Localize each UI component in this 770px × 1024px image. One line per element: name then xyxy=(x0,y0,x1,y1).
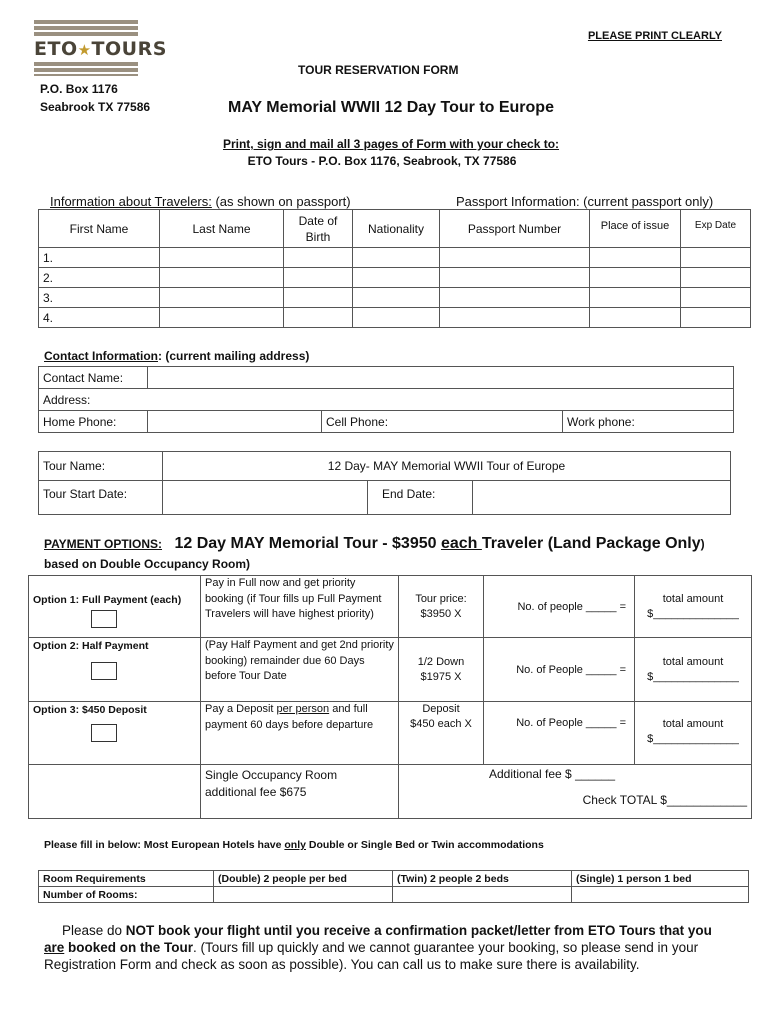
nationality-cell[interactable] xyxy=(353,268,440,288)
place-of-issue-cell[interactable] xyxy=(590,288,681,308)
last-name-cell[interactable] xyxy=(160,308,284,328)
option-total: total amount $______________ xyxy=(635,576,752,638)
option-people: No. of People _____ = xyxy=(484,638,635,702)
form-title: TOUR RESERVATION FORM xyxy=(298,63,459,77)
traveler-row-number: 3. xyxy=(39,288,160,308)
passport-number-cell[interactable] xyxy=(440,248,590,268)
single-occupancy: Single Occupancy Room additional fee $675 xyxy=(201,765,399,819)
option-desc: Pay in Full now and get priority booking (if Tour fills up Full Payment Travelers will have highest priority) xyxy=(201,576,399,638)
traveler-row-number: 1. xyxy=(39,248,160,268)
nationality-cell[interactable] xyxy=(353,288,440,308)
payment-option-row xyxy=(29,576,752,638)
payment-option-row xyxy=(29,638,752,702)
twin-room-header: (Twin) 2 people 2 beds xyxy=(393,871,572,887)
passport-number-cell[interactable] xyxy=(440,268,590,288)
last-name-cell[interactable] xyxy=(160,248,284,268)
option-cell: Option 3: $450 Deposit xyxy=(29,702,201,765)
travelers-header-row xyxy=(39,210,751,248)
single-rooms-field[interactable] xyxy=(572,887,749,903)
option-cell: Option 1: Full Payment (each) xyxy=(29,576,201,638)
contact-heading: Contact Information: (current mailing address) xyxy=(44,349,310,363)
option-price: Tour price: $3950 X xyxy=(399,576,484,638)
check-total: Check TOTAL $____________ xyxy=(582,793,747,807)
additional-fee-cell xyxy=(399,765,752,819)
place-of-issue-cell[interactable] xyxy=(590,268,681,288)
travelers-heading: Information about Travelers: (as shown on passport) xyxy=(50,194,351,209)
option-1-checkbox[interactable] xyxy=(91,610,117,628)
option-people: No. of people _____ = xyxy=(484,576,635,638)
room-requirements-label: Room Requirements xyxy=(39,871,214,887)
passport-number-cell[interactable] xyxy=(440,288,590,308)
dob-cell[interactable] xyxy=(284,248,353,268)
instruction-line-2: ETO Tours - P.O. Box 1176, Seabrook, TX 77586 xyxy=(247,154,517,168)
col-passport-number: Passport Number xyxy=(440,210,590,248)
work-phone-label: Work phone: xyxy=(563,411,734,433)
traveler-row xyxy=(39,248,751,268)
empty-cell xyxy=(29,765,201,819)
traveler-row-number: 4. xyxy=(39,308,160,328)
traveler-row xyxy=(39,288,751,308)
booking-notice: Please do NOT book your flight until you receive a confirmation packet/letter from ETO Tours that you are booked on the Tour. (Tours fill up quickly and we cannot guarantee your booking, so please send in your Registration Form and check as soon as possible). You can call us to make sure there is availability. xyxy=(44,923,712,972)
dob-cell[interactable] xyxy=(284,308,353,328)
tour-info-table xyxy=(38,451,731,515)
option-2-checkbox[interactable] xyxy=(91,662,117,680)
dob-cell[interactable] xyxy=(284,288,353,308)
logo-text: ETO★TOURS xyxy=(34,38,167,60)
contact-name-field[interactable] xyxy=(148,367,734,389)
tour-start-field[interactable] xyxy=(163,481,368,515)
home-phone-label: Home Phone: xyxy=(39,411,148,433)
rooms-note: Please fill in below: Most European Hotels have only Double or Single Bed or Twin accommodations xyxy=(44,839,544,851)
option-cell: Option 2: Half Payment xyxy=(29,638,201,702)
exp-date-cell[interactable] xyxy=(681,268,751,288)
option-3-checkbox[interactable] xyxy=(91,724,117,742)
nationality-cell[interactable] xyxy=(353,248,440,268)
col-place-of-issue: Place of issue xyxy=(590,210,681,248)
eto-tours-logo xyxy=(34,20,167,76)
double-room-header: (Double) 2 people per bed xyxy=(214,871,393,887)
exp-date-cell[interactable] xyxy=(681,248,751,268)
passport-heading: Passport Information: (current passport only) xyxy=(456,194,714,209)
dob-cell[interactable] xyxy=(284,268,353,288)
contact-table xyxy=(38,366,734,433)
col-last-name: Last Name xyxy=(160,210,284,248)
option-desc: Pay a Deposit per person and full payment 60 days before departure xyxy=(201,702,399,765)
tour-title: MAY Memorial WWII 12 Day Tour to Europe xyxy=(228,99,554,116)
place-of-issue-cell[interactable] xyxy=(590,308,681,328)
traveler-row xyxy=(39,308,751,328)
home-phone-field[interactable] xyxy=(148,411,322,433)
single-room-header: (Single) 1 person 1 bed xyxy=(572,871,749,887)
traveler-row-number: 2. xyxy=(39,268,160,288)
end-date-label: End Date: xyxy=(368,481,473,515)
tour-name-value: 12 Day- MAY Memorial WWII Tour of Europe xyxy=(163,452,731,481)
tour-name-label: Tour Name: xyxy=(39,452,163,481)
col-nationality: Nationality xyxy=(353,210,440,248)
address-label: Address: xyxy=(39,389,734,411)
exp-date-cell[interactable] xyxy=(681,288,751,308)
rooms-table xyxy=(38,870,749,903)
payment-heading: PAYMENT OPTIONS: 12 Day MAY Memorial Tour - $3950 each Traveler (Land Package Only) xyxy=(44,535,705,552)
last-name-cell[interactable] xyxy=(160,288,284,308)
option-people: No. of People _____ = xyxy=(484,702,635,765)
option-price: 1/2 Down $1975 X xyxy=(399,638,484,702)
option-desc: (Pay Half Payment and get 2nd priority booking) remainder due 60 Days before Tour Date xyxy=(201,638,399,702)
instruction-line-1: Print, sign and mail all 3 pages of Form with your check to: xyxy=(222,137,560,151)
twin-rooms-field[interactable] xyxy=(393,887,572,903)
mail-instruction xyxy=(0,137,770,171)
address-line-1: P.O. Box 1176 xyxy=(40,82,118,96)
address-line-2: Seabrook TX 77586 xyxy=(40,100,151,114)
col-exp-date: Exp Date xyxy=(681,210,751,248)
payment-subheading: based on Double Occupancy Room) xyxy=(44,557,251,571)
col-dob: Date of Birth xyxy=(284,210,353,248)
number-of-rooms-label: Number of Rooms: xyxy=(39,887,214,903)
nationality-cell[interactable] xyxy=(353,308,440,328)
print-clearly-note: PLEASE PRINT CLEARLY xyxy=(587,30,722,42)
tour-start-label: Tour Start Date: xyxy=(39,481,163,515)
double-rooms-field[interactable] xyxy=(214,887,393,903)
option-total: total amount $______________ xyxy=(635,638,752,702)
end-date-field[interactable] xyxy=(473,481,731,515)
contact-name-label: Contact Name: xyxy=(39,367,148,389)
payment-table xyxy=(28,575,752,819)
additional-fee: Additional fee $ ______ xyxy=(489,767,616,781)
traveler-row xyxy=(39,268,751,288)
exp-date-cell[interactable] xyxy=(681,308,751,328)
star-icon: ★ xyxy=(77,41,92,59)
cell-phone-label: Cell Phone: xyxy=(322,411,563,433)
last-name-cell[interactable] xyxy=(160,268,284,288)
passport-number-cell[interactable] xyxy=(440,308,590,328)
travelers-table xyxy=(38,209,751,328)
col-first-name: First Name xyxy=(39,210,160,248)
payment-option-row xyxy=(29,702,752,765)
option-price: Deposit $450 each X xyxy=(399,702,484,765)
option-total: total amount $______________ xyxy=(635,702,752,765)
single-occupancy-row xyxy=(29,765,752,819)
place-of-issue-cell[interactable] xyxy=(590,248,681,268)
